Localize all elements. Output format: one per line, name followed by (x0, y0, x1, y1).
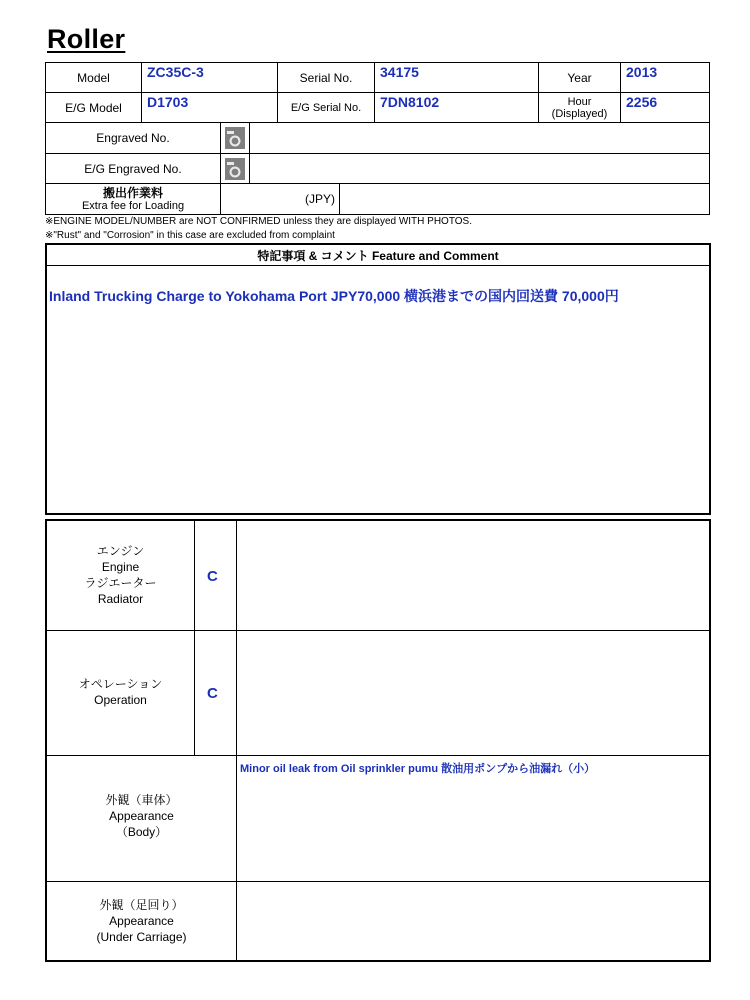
body-label-en: Appearance (109, 809, 174, 823)
body-label-en2: （Body） (115, 825, 168, 839)
feature-box (45, 243, 711, 515)
page-title: Roller (47, 24, 126, 54)
undercarriage-label-en2: (Under Carriage) (96, 930, 187, 944)
radiator-label-jp: ラジエーター (84, 576, 157, 590)
undercarriage-label-en: Appearance (109, 914, 174, 928)
hour-label (538, 92, 621, 123)
extra-fee-label (45, 183, 221, 215)
extra-fee-value (339, 183, 710, 215)
extra-fee-currency: (JPY) (220, 183, 340, 215)
serial-value: 34175 (374, 62, 539, 93)
radiator-label-en: Radiator (97, 592, 144, 606)
eg-model-value: D1703 (141, 92, 278, 123)
undercarriage-label-jp: 外観（足回り） (99, 898, 184, 912)
camera-icon (222, 125, 248, 151)
engraved-label: Engraved No. (45, 122, 221, 154)
year-value: 2013 (620, 62, 710, 93)
engraved-value (249, 122, 710, 154)
hour-label-line1: Hour (567, 95, 592, 108)
hour-value: 2256 (620, 92, 710, 123)
feature-comment: Inland Trucking Charge to Yokohama Port JPY70,000 横浜港までの国内回送費 70,000円 (49, 288, 619, 304)
undercarriage-label (47, 897, 236, 945)
operation-label-en: Operation (94, 693, 147, 707)
engine-label-jp: エンジン (96, 544, 145, 558)
engine-grade: C (207, 568, 218, 585)
model-label: Model (45, 62, 142, 93)
eg-serial-value: 7DN8102 (374, 92, 539, 123)
camera-icon (222, 156, 248, 182)
model-value: ZC35C-3 (141, 62, 278, 93)
body-label-jp: 外観（車体） (105, 793, 178, 807)
engine-label-en: Engine (101, 560, 140, 574)
serial-label: Serial No. (277, 62, 375, 93)
operation-label (47, 676, 194, 708)
note-rust: ※"Rust" and "Corrosion" in this case are excluded from complaint (45, 230, 335, 241)
engraved-photo-cell[interactable] (220, 122, 250, 154)
operation-label-jp: オペレーション (78, 677, 163, 691)
eg-engraved-photo-cell[interactable] (220, 153, 250, 184)
extra-fee-label-jp: 搬出作業料 (102, 185, 163, 200)
engine-label (47, 543, 194, 607)
body-comment: Minor oil leak from Oil sprinkler pumu 散油用ポンプから油漏れ（小） (240, 763, 596, 775)
eg-engraved-value (249, 153, 710, 184)
feature-header: 特記事項 & コメント Feature and Comment (47, 245, 709, 266)
note-engine-model: ※ENGINE MODEL/NUMBER are NOT CONFIRMED unless they are displayed WITH PHOTOS. (45, 216, 472, 227)
inspection-table (45, 519, 711, 962)
extra-fee-label-en: Extra fee for Loading (81, 199, 185, 212)
operation-grade: C (207, 685, 218, 702)
eg-serial-label: E/G Serial No. (277, 92, 375, 123)
hour-label-line2: (Displayed) (551, 107, 608, 120)
body-label (47, 792, 236, 840)
year-label: Year (538, 62, 621, 93)
eg-engraved-label: E/G Engraved No. (45, 153, 221, 184)
eg-model-label: E/G Model (45, 92, 142, 123)
